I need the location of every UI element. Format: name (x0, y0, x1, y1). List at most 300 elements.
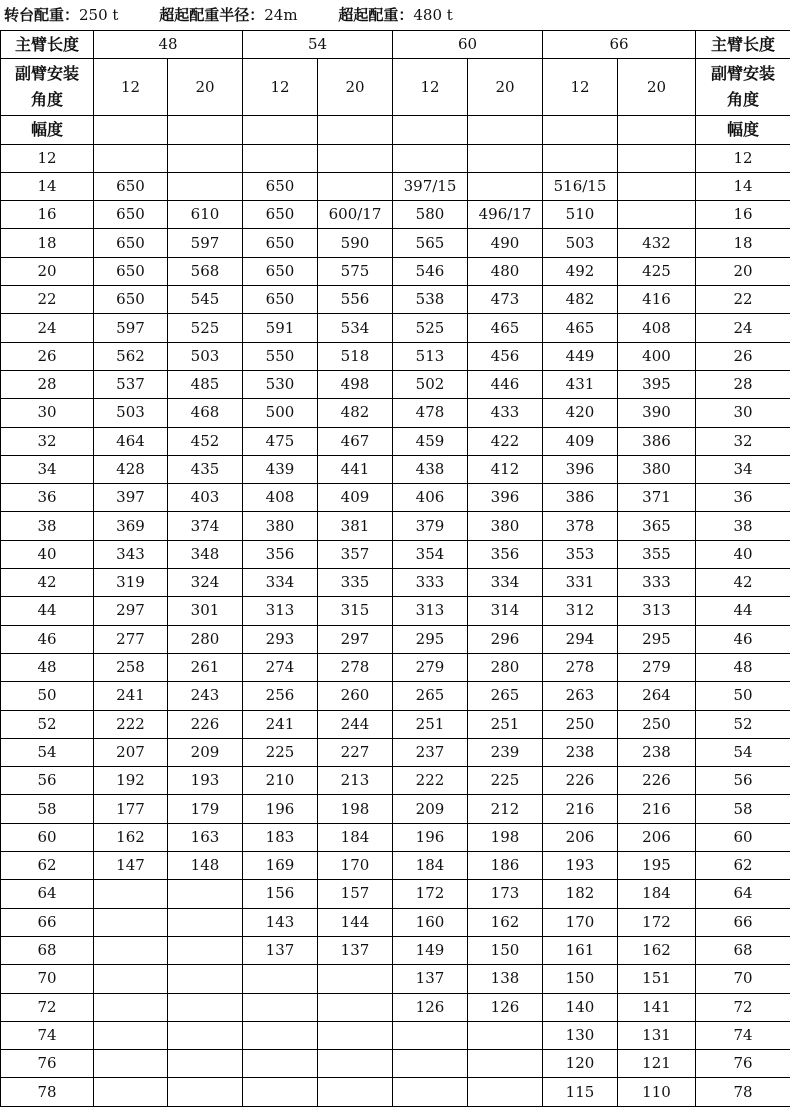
jib-angle-row (1, 59, 790, 116)
radius-cell: 36 (696, 484, 790, 512)
load-cell (468, 1050, 543, 1078)
load-cell: 650 (243, 229, 318, 257)
radius-cell: 48 (696, 653, 790, 681)
load-cell: 260 (318, 682, 393, 710)
radius-cell: 62 (1, 852, 94, 880)
load-cell (168, 965, 243, 993)
load-cell: 331 (543, 569, 618, 597)
load-cell: 386 (543, 484, 618, 512)
radius-cell: 40 (696, 540, 790, 568)
load-cell (94, 144, 168, 172)
radius-cell: 20 (1, 257, 94, 285)
load-cell: 425 (618, 257, 696, 285)
load-cell: 409 (318, 484, 393, 512)
load-cell: 482 (318, 399, 393, 427)
load-cell: 115 (543, 1078, 618, 1106)
load-chart-body (1, 31, 790, 1107)
load-cell (94, 1021, 168, 1049)
load-cell: 513 (393, 342, 468, 370)
radius-cell: 64 (1, 880, 94, 908)
load-cell: 492 (543, 257, 618, 285)
table-row (1, 1050, 790, 1078)
load-cell (468, 1021, 543, 1049)
load-cell: 546 (393, 257, 468, 285)
radius-cell: 36 (1, 484, 94, 512)
load-cell: 420 (543, 399, 618, 427)
load-cell: 534 (318, 314, 393, 342)
load-cell: 568 (168, 257, 243, 285)
jib-angle: 12 (243, 59, 318, 116)
load-cell: 162 (468, 908, 543, 936)
jib-angle: 20 (168, 59, 243, 116)
load-cell: 452 (168, 427, 243, 455)
header-info (4, 0, 489, 30)
radius-cell: 66 (696, 908, 790, 936)
radius-cell: 52 (696, 710, 790, 738)
load-cell (168, 1021, 243, 1049)
load-cell: 431 (543, 370, 618, 398)
load-cell: 297 (318, 625, 393, 653)
load-cell: 545 (168, 286, 243, 314)
table-row (1, 936, 790, 964)
radius-cell: 52 (1, 710, 94, 738)
load-cell (168, 1078, 243, 1106)
jib-angle: 20 (318, 59, 393, 116)
jib-angle-label-right: 副臂安装 角度 (696, 59, 790, 116)
load-cell: 422 (468, 427, 543, 455)
load-cell: 121 (618, 1050, 696, 1078)
radius-header-row (1, 116, 790, 144)
load-cell: 256 (243, 682, 318, 710)
table-row (1, 427, 790, 455)
table-row (1, 286, 790, 314)
radius-cell: 28 (1, 370, 94, 398)
load-cell: 186 (468, 852, 543, 880)
radius-cell: 22 (1, 286, 94, 314)
load-cell: 144 (318, 908, 393, 936)
load-cell: 408 (618, 314, 696, 342)
load-cell: 525 (393, 314, 468, 342)
table-row (1, 710, 790, 738)
load-cell: 295 (393, 625, 468, 653)
radius-cell: 30 (1, 399, 94, 427)
load-cell: 313 (618, 597, 696, 625)
load-cell (318, 1021, 393, 1049)
load-cell: 379 (393, 512, 468, 540)
boom-length-48: 48 (94, 31, 243, 59)
radius-cell: 14 (696, 172, 790, 200)
load-cell (243, 144, 318, 172)
radius-cell: 56 (696, 767, 790, 795)
load-cell: 650 (94, 201, 168, 229)
load-cell (318, 1078, 393, 1106)
load-cell: 184 (318, 823, 393, 851)
radius-cell: 16 (696, 201, 790, 229)
load-cell: 244 (318, 710, 393, 738)
load-cell (393, 1078, 468, 1106)
load-cell: 456 (468, 342, 543, 370)
radius-cell: 56 (1, 767, 94, 795)
load-cell: 294 (543, 625, 618, 653)
radius-cell: 12 (1, 144, 94, 172)
load-cell: 500 (243, 399, 318, 427)
load-cell: 227 (318, 738, 393, 766)
radius-cell: 70 (1, 965, 94, 993)
load-cell: 313 (393, 597, 468, 625)
load-chart-table (0, 30, 790, 1107)
load-cell: 226 (168, 710, 243, 738)
load-cell: 324 (168, 569, 243, 597)
radius-cell: 44 (1, 597, 94, 625)
load-cell: 150 (468, 936, 543, 964)
table-row (1, 852, 790, 880)
table-row (1, 399, 790, 427)
load-cell: 182 (543, 880, 618, 908)
load-cell: 478 (393, 399, 468, 427)
load-cell: 480 (468, 257, 543, 285)
load-cell: 160 (393, 908, 468, 936)
jib-angle: 12 (393, 59, 468, 116)
load-cell: 239 (468, 738, 543, 766)
load-cell: 279 (618, 653, 696, 681)
load-cell: 435 (168, 455, 243, 483)
load-cell: 565 (393, 229, 468, 257)
load-cell: 162 (94, 823, 168, 851)
load-cell: 213 (318, 767, 393, 795)
radius-label-left: 幅度 (1, 116, 94, 144)
load-cell (243, 965, 318, 993)
load-cell (243, 1021, 318, 1049)
load-cell: 225 (243, 738, 318, 766)
load-cell: 237 (393, 738, 468, 766)
load-cell: 446 (468, 370, 543, 398)
load-cell: 380 (468, 512, 543, 540)
load-cell: 503 (168, 342, 243, 370)
superlift-counterweight: 超起配重：480 t (338, 6, 453, 24)
radius-cell: 60 (696, 823, 790, 851)
load-cell: 525 (168, 314, 243, 342)
table-row (1, 257, 790, 285)
radius-cell: 14 (1, 172, 94, 200)
radius-cell: 44 (696, 597, 790, 625)
load-cell: 297 (94, 597, 168, 625)
load-cell (94, 1078, 168, 1106)
table-row (1, 569, 790, 597)
load-cell (318, 144, 393, 172)
load-cell: 209 (393, 795, 468, 823)
table-row (1, 908, 790, 936)
load-cell: 222 (393, 767, 468, 795)
load-cell (94, 965, 168, 993)
load-cell (468, 144, 543, 172)
radius-cell: 54 (696, 738, 790, 766)
radius-cell: 24 (696, 314, 790, 342)
load-cell: 138 (468, 965, 543, 993)
load-cell: 278 (318, 653, 393, 681)
load-cell: 157 (318, 880, 393, 908)
load-cell: 172 (393, 880, 468, 908)
load-cell (318, 1050, 393, 1078)
radius-cell: 68 (696, 936, 790, 964)
load-cell (94, 880, 168, 908)
boom-length-60: 60 (393, 31, 543, 59)
radius-cell: 20 (696, 257, 790, 285)
load-cell: 250 (543, 710, 618, 738)
load-cell: 177 (94, 795, 168, 823)
load-cell: 162 (618, 936, 696, 964)
load-cell: 591 (243, 314, 318, 342)
load-cell: 412 (468, 455, 543, 483)
table-row (1, 144, 790, 172)
load-cell: 406 (393, 484, 468, 512)
load-cell: 498 (318, 370, 393, 398)
load-cell: 333 (393, 569, 468, 597)
load-cell: 280 (468, 653, 543, 681)
load-cell: 610 (168, 201, 243, 229)
load-cell: 172 (618, 908, 696, 936)
load-cell: 397 (94, 484, 168, 512)
load-cell: 575 (318, 257, 393, 285)
radius-cell: 12 (696, 144, 790, 172)
load-cell: 280 (168, 625, 243, 653)
load-cell: 151 (618, 965, 696, 993)
boom-length-54: 54 (243, 31, 393, 59)
load-cell: 600/17 (318, 201, 393, 229)
radius-cell: 58 (696, 795, 790, 823)
table-row (1, 880, 790, 908)
load-cell: 502 (393, 370, 468, 398)
load-cell: 556 (318, 286, 393, 314)
load-cell (618, 172, 696, 200)
table-row (1, 342, 790, 370)
load-cell: 333 (618, 569, 696, 597)
load-cell: 149 (393, 936, 468, 964)
load-cell: 380 (618, 455, 696, 483)
load-cell: 173 (468, 880, 543, 908)
load-cell (318, 993, 393, 1021)
radius-cell: 32 (1, 427, 94, 455)
load-cell: 130 (543, 1021, 618, 1049)
load-cell: 140 (543, 993, 618, 1021)
radius-cell: 42 (1, 569, 94, 597)
main-boom-row (1, 31, 790, 59)
load-cell: 241 (94, 682, 168, 710)
load-cell: 650 (94, 286, 168, 314)
load-cell: 251 (468, 710, 543, 738)
load-cell: 196 (243, 795, 318, 823)
load-cell: 562 (94, 342, 168, 370)
load-cell: 475 (243, 427, 318, 455)
load-cell: 198 (318, 795, 393, 823)
radius-cell: 16 (1, 201, 94, 229)
load-cell: 319 (94, 569, 168, 597)
load-cell: 137 (318, 936, 393, 964)
radius-cell: 38 (1, 512, 94, 540)
table-row (1, 455, 790, 483)
load-cell: 356 (468, 540, 543, 568)
load-cell: 468 (168, 399, 243, 427)
load-cell: 482 (543, 286, 618, 314)
load-cell: 369 (94, 512, 168, 540)
radius-cell: 26 (1, 342, 94, 370)
radius-cell: 72 (696, 993, 790, 1021)
load-cell (618, 201, 696, 229)
table-row (1, 484, 790, 512)
radius-cell: 78 (1, 1078, 94, 1106)
radius-cell: 28 (696, 370, 790, 398)
load-cell: 296 (468, 625, 543, 653)
load-cell: 356 (243, 540, 318, 568)
load-cell: 315 (318, 597, 393, 625)
table-row (1, 738, 790, 766)
load-cell: 226 (543, 767, 618, 795)
load-cell: 295 (618, 625, 696, 653)
load-cell: 335 (318, 569, 393, 597)
load-cell: 195 (618, 852, 696, 880)
radius-label-right: 幅度 (696, 116, 790, 144)
load-cell: 210 (243, 767, 318, 795)
load-cell: 265 (468, 682, 543, 710)
load-cell: 110 (618, 1078, 696, 1106)
load-cell: 141 (618, 993, 696, 1021)
load-cell: 473 (468, 286, 543, 314)
jib-angle: 12 (543, 59, 618, 116)
load-cell: 396 (543, 455, 618, 483)
radius-cell: 18 (1, 229, 94, 257)
load-cell: 343 (94, 540, 168, 568)
load-cell: 459 (393, 427, 468, 455)
load-cell: 193 (543, 852, 618, 880)
load-cell: 274 (243, 653, 318, 681)
load-cell: 597 (168, 229, 243, 257)
radius-cell: 58 (1, 795, 94, 823)
load-cell: 380 (243, 512, 318, 540)
load-cell: 650 (243, 201, 318, 229)
radius-cell: 46 (696, 625, 790, 653)
load-cell: 496/17 (468, 201, 543, 229)
load-cell: 313 (243, 597, 318, 625)
load-cell: 395 (618, 370, 696, 398)
load-cell: 312 (543, 597, 618, 625)
load-cell: 354 (393, 540, 468, 568)
load-cell: 428 (94, 455, 168, 483)
load-cell: 169 (243, 852, 318, 880)
load-cell: 314 (468, 597, 543, 625)
load-cell: 538 (393, 286, 468, 314)
load-cell: 184 (393, 852, 468, 880)
table-row (1, 1078, 790, 1106)
load-cell (168, 172, 243, 200)
table-row (1, 1021, 790, 1049)
load-cell (243, 993, 318, 1021)
load-cell: 147 (94, 852, 168, 880)
load-cell (468, 1078, 543, 1106)
load-cell: 590 (318, 229, 393, 257)
load-cell: 449 (543, 342, 618, 370)
load-cell: 650 (94, 229, 168, 257)
jib-angle: 20 (468, 59, 543, 116)
load-cell: 378 (543, 512, 618, 540)
radius-cell: 48 (1, 653, 94, 681)
load-cell: 225 (468, 767, 543, 795)
load-cell: 293 (243, 625, 318, 653)
load-cell: 365 (618, 512, 696, 540)
radius-cell: 64 (696, 880, 790, 908)
jib-angle: 20 (618, 59, 696, 116)
table-row (1, 653, 790, 681)
table-row (1, 823, 790, 851)
load-cell: 126 (468, 993, 543, 1021)
load-cell: 241 (243, 710, 318, 738)
load-cell: 278 (543, 653, 618, 681)
load-cell: 510 (543, 201, 618, 229)
load-cell: 334 (243, 569, 318, 597)
table-row (1, 314, 790, 342)
load-cell (94, 1050, 168, 1078)
load-cell: 485 (168, 370, 243, 398)
load-cell: 400 (618, 342, 696, 370)
table-row (1, 625, 790, 653)
load-cell: 163 (168, 823, 243, 851)
table-row (1, 229, 790, 257)
load-cell (94, 993, 168, 1021)
table-row (1, 512, 790, 540)
load-cell: 192 (94, 767, 168, 795)
load-cell: 550 (243, 342, 318, 370)
table-row (1, 172, 790, 200)
table-row (1, 370, 790, 398)
load-cell: 277 (94, 625, 168, 653)
load-cell: 226 (618, 767, 696, 795)
load-cell: 222 (94, 710, 168, 738)
jib-angle: 12 (94, 59, 168, 116)
radius-cell: 74 (1, 1021, 94, 1049)
radius-cell: 18 (696, 229, 790, 257)
radius-cell: 46 (1, 625, 94, 653)
radius-cell: 34 (696, 455, 790, 483)
radius-cell: 38 (696, 512, 790, 540)
load-cell: 650 (94, 257, 168, 285)
load-cell: 238 (618, 738, 696, 766)
load-cell: 156 (243, 880, 318, 908)
load-cell (318, 172, 393, 200)
load-cell: 386 (618, 427, 696, 455)
load-cell: 490 (468, 229, 543, 257)
load-cell (318, 965, 393, 993)
load-cell: 301 (168, 597, 243, 625)
load-cell: 126 (393, 993, 468, 1021)
load-cell: 196 (393, 823, 468, 851)
load-cell (94, 908, 168, 936)
jib-angle-label-left: 副臂安装 角度 (1, 59, 94, 116)
load-cell (393, 1021, 468, 1049)
load-cell: 441 (318, 455, 393, 483)
load-cell: 170 (543, 908, 618, 936)
load-cell: 261 (168, 653, 243, 681)
table-row (1, 965, 790, 993)
load-cell: 438 (393, 455, 468, 483)
load-cell: 137 (243, 936, 318, 964)
radius-cell: 76 (1, 1050, 94, 1078)
load-cell: 518 (318, 342, 393, 370)
load-cell: 403 (168, 484, 243, 512)
radius-cell: 22 (696, 286, 790, 314)
load-cell: 243 (168, 682, 243, 710)
table-row (1, 767, 790, 795)
load-cell: 467 (318, 427, 393, 455)
load-cell: 371 (618, 484, 696, 512)
load-cell: 439 (243, 455, 318, 483)
